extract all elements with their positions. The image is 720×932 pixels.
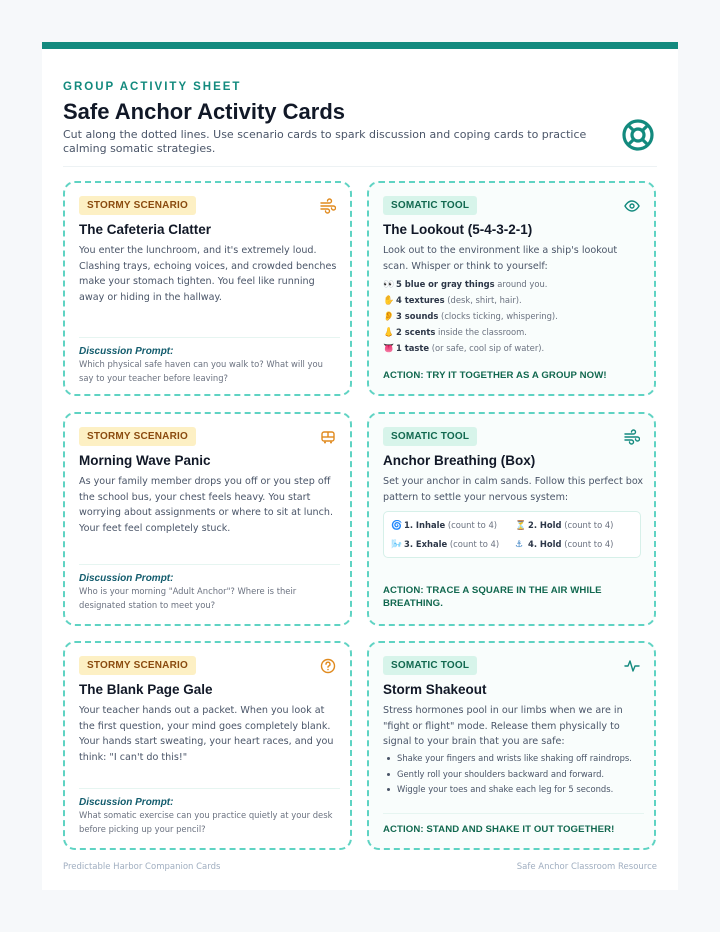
card-lookout: [367, 181, 656, 396]
card-description: Look out to the environment like a ship's lookout scan. Whisper or think to yourself:: [383, 245, 618, 272]
discussion-prompt: [79, 337, 340, 385]
card-description: Set your anchor in calm sands. Follow this perfect box pattern to settle your nervous system:: [383, 476, 644, 503]
list-item: 👂 3 sounds (clocks ticking, whispering).: [383, 309, 645, 325]
list-item: ✋ 4 textures (desk, shirt, hair).: [383, 293, 645, 309]
prompt-label: Discussion Prompt:: [79, 346, 174, 357]
activity-icon: [624, 658, 640, 674]
somatic-badge: SOMATIC TOOL: [383, 656, 477, 675]
card-title: The Cafeteria Clatter: [79, 222, 212, 237]
bus-icon: [320, 429, 336, 445]
list-item: Wiggle your toes and shake each leg for 5 seconds.: [383, 782, 645, 798]
scenario-badge: STORMY SCENARIO: [79, 427, 196, 446]
footer-left-text: Predictable Harbor Companion Cards: [63, 862, 221, 872]
anchor-icon: ⚓: [515, 540, 524, 550]
card-title: Storm Shakeout: [383, 682, 487, 697]
prompt-text: Which physical safe haven can you walk to? What will you say to your teacher before leaving?: [79, 359, 323, 383]
hourglass-icon: ⏳: [515, 521, 527, 531]
breathing-step: 🌬️ 3. Exhale (count to 4): [391, 539, 500, 550]
somatic-badge: SOMATIC TOOL: [383, 196, 477, 215]
header-divider: [63, 166, 657, 167]
action-callout: ACTION: TRY IT TOGETHER AS A GROUP NOW!: [383, 370, 607, 381]
card-blank-page-gale: [63, 641, 352, 850]
activity-sheet: [42, 42, 678, 890]
nose-icon: 👃: [383, 328, 395, 338]
breathing-step: 🌀 1. Inhale (count to 4): [391, 520, 498, 531]
wind-icon: [624, 429, 640, 445]
discussion-prompt: [79, 564, 340, 612]
page-title: Safe Anchor Activity Cards: [63, 99, 346, 124]
list-item: 👅 1 taste (or safe, cool sip of water).: [383, 341, 645, 357]
card-title: The Blank Page Gale: [79, 682, 213, 697]
card-description: Your teacher hands out a packet. When you look at the first question, your mind goes completely blank. Your hands start sweating, your heart races, and you think: "I can't do this!": [79, 705, 334, 764]
prompt-label: Discussion Prompt:: [79, 797, 174, 808]
somatic-badge: SOMATIC TOOL: [383, 427, 477, 446]
prompt-text: Who is your morning "Adult Anchor"? Where is their designated station to meet you?: [79, 586, 297, 610]
card-anchor-breathing: [367, 412, 656, 626]
ear-icon: 👂: [383, 312, 395, 322]
card-title: Anchor Breathing (Box): [383, 453, 536, 468]
page-subtitle: Cut along the dotted lines. Use scenario cards to spark discussion and coping cards to practice calming somatic strategies.: [63, 128, 587, 155]
card-title: Morning Wave Panic: [79, 453, 211, 468]
prompt-label: Discussion Prompt:: [79, 573, 174, 584]
help-circle-icon: [320, 658, 336, 674]
wind-face-icon: 🌬️: [391, 540, 403, 550]
shakeout-steps: [383, 751, 645, 798]
footer-right-text: Safe Anchor Classroom Resource: [516, 862, 657, 872]
box-breathing-grid: [383, 511, 641, 558]
discussion-prompt: [79, 788, 340, 836]
breathing-step: ⏳ 2. Hold (count to 4): [515, 520, 614, 531]
card-description: Stress hormones pool in our limbs when we are in "fight or flight" mode. Release them physically to signal to your brain that you are safe:: [383, 705, 623, 748]
prompt-text: What somatic exercise can you practice quietly at your desk before picking up your pencil?: [79, 810, 333, 834]
card-storm-shakeout: [367, 641, 656, 850]
eyes-icon: 👀: [383, 280, 395, 290]
list-item: Gently roll your shoulders backward and forward.: [383, 767, 645, 783]
breathing-step: ⚓ 4. Hold (count to 4): [515, 539, 614, 550]
card-description: You enter the lunchroom, and it's extremely loud. Clashing trays, echoing voices, and crowded benches make your stomach tighten. You feel like running away or hiding in the hallway.: [79, 245, 337, 304]
card-title: The Lookout (5-4-3-2-1): [383, 222, 533, 237]
action-callout: ACTION: STAND AND SHAKE IT OUT TOGETHER!: [383, 824, 615, 835]
cyclone-icon: 🌀: [391, 521, 403, 531]
scenario-badge: STORMY SCENARIO: [79, 656, 196, 675]
card-description: As your family member drops you off or you step off the school bus, your chest feels heavy. You start worrying about assignments or where to sit at lunch. Your feet feel completely stuck.: [79, 476, 334, 535]
scenario-badge: STORMY SCENARIO: [79, 196, 196, 215]
wind-icon: [320, 198, 336, 214]
list-item: 👀 5 blue or gray things around you.: [383, 277, 645, 293]
senses-list: [383, 277, 645, 357]
action-divider: [383, 813, 644, 814]
tongue-icon: 👅: [383, 344, 395, 354]
card-cafeteria-clatter: [63, 181, 352, 396]
action-callout: ACTION: TRACE A SQUARE IN THE AIR WHILE BREATHING.: [383, 585, 602, 609]
eye-icon: [624, 198, 640, 214]
eyebrow-label: GROUP ACTIVITY SHEET: [63, 81, 242, 93]
list-item: Shake your fingers and wrists like shaking off raindrops.: [383, 751, 645, 767]
card-morning-wave-panic: [63, 412, 352, 626]
list-item: 👃 2 scents inside the classroom.: [383, 325, 645, 341]
lifebuoy-icon: [621, 118, 655, 152]
hand-icon: ✋: [383, 296, 395, 306]
